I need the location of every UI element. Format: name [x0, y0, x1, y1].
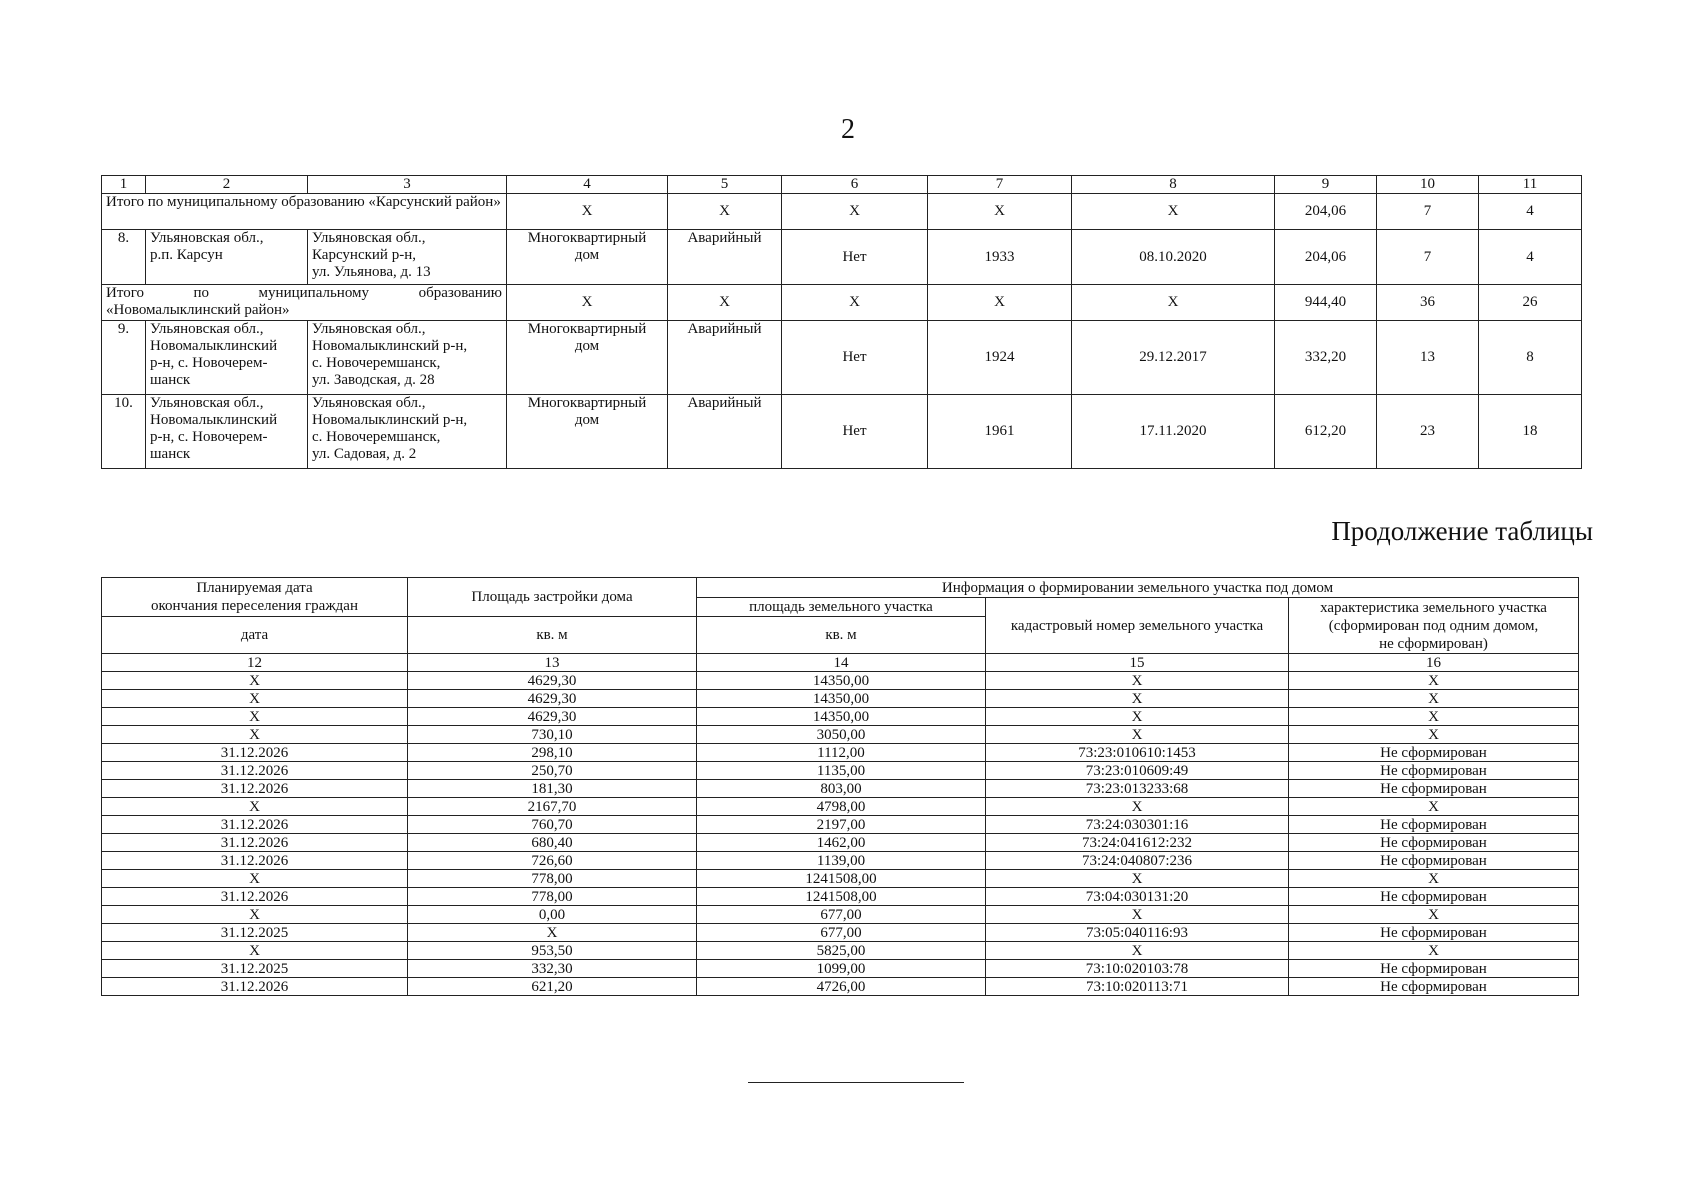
cell-line: Новомалыклинский [150, 338, 278, 354]
data-cell: 18 [1479, 395, 1582, 469]
data-cell: 1112,00 [697, 744, 986, 762]
data-cell: X [102, 690, 408, 708]
data-cell: X [102, 672, 408, 690]
column-number: 5 [668, 176, 782, 194]
data-cell: 31.12.2026 [102, 762, 408, 780]
data-cell: 1241508,00 [697, 888, 986, 906]
total-cell: X [782, 194, 928, 230]
cell-line: дом [574, 412, 600, 428]
data-cell: 1099,00 [697, 960, 986, 978]
total-cell: 7 [1377, 194, 1479, 230]
table-row [102, 672, 1579, 690]
header-building-area: Площадь застройки дома [408, 578, 697, 617]
data-cell: 73:24:041612:232 [986, 834, 1289, 852]
column-number: 15 [986, 654, 1289, 672]
data-cell: 73:10:020103:78 [986, 960, 1289, 978]
continuation-title: Продолжение таблицы [1331, 516, 1593, 546]
data-cell: X [986, 726, 1289, 744]
column-number: 11 [1479, 176, 1582, 194]
building-type-cell [507, 321, 668, 395]
cell-line: ул. Садовая, д. 2 [312, 446, 417, 462]
data-cell: 73:24:030301:16 [986, 816, 1289, 834]
cell-line: Многоквартирный [527, 321, 647, 337]
data-cell: 31.12.2026 [102, 852, 408, 870]
data-cell: 298,10 [408, 744, 697, 762]
data-cell: 73:04:030131:20 [986, 888, 1289, 906]
data-cell: 4726,00 [697, 978, 986, 996]
data-cell: 803,00 [697, 780, 986, 798]
data-cell: 4629,30 [408, 708, 697, 726]
total-cell: 4 [1479, 194, 1582, 230]
data-cell: 1139,00 [697, 852, 986, 870]
column-number: 14 [697, 654, 986, 672]
data-cell: 677,00 [697, 906, 986, 924]
column-number: 16 [1289, 654, 1579, 672]
table-row [102, 395, 1582, 469]
cell-line: Многоквартирный [527, 230, 647, 246]
cell-line: шанск [150, 372, 191, 388]
cell-line: Ульяновская обл., [150, 395, 264, 411]
data-cell: Не сформирован [1289, 852, 1579, 870]
end-rule [748, 1082, 964, 1083]
column-number: 2 [146, 176, 308, 194]
data-cell: 0,00 [408, 906, 697, 924]
data-cell: X [986, 942, 1289, 960]
data-cell: 730,10 [408, 726, 697, 744]
cell-line: шанск [150, 446, 191, 462]
data-cell: 250,70 [408, 762, 697, 780]
total-cell: 204,06 [1275, 194, 1377, 230]
table-row [102, 708, 1579, 726]
data-cell: 73:10:020113:71 [986, 978, 1289, 996]
data-cell: X [102, 798, 408, 816]
column-number: 6 [782, 176, 928, 194]
column-number: 13 [408, 654, 697, 672]
data-cell: 4629,30 [408, 690, 697, 708]
data-cell: 4 [1479, 230, 1582, 285]
table-row [102, 816, 1579, 834]
table-row [102, 870, 1579, 888]
data-cell: 1241508,00 [697, 870, 986, 888]
data-cell: Нет [782, 230, 928, 285]
total-cell: 36 [1377, 285, 1479, 321]
row-number: 9. [102, 321, 146, 395]
data-cell: Нет [782, 395, 928, 469]
total-cell: X [1072, 285, 1275, 321]
cell-line: р.п. Карсун [150, 247, 223, 263]
data-cell: 29.12.2017 [1072, 321, 1275, 395]
total-cell: X [782, 285, 928, 321]
data-cell: 332,30 [408, 960, 697, 978]
total-cell: X [668, 194, 782, 230]
cell-line: Ульяновская обл., [150, 321, 264, 337]
cell-line: Новомалыклинский р-н, [312, 338, 468, 354]
data-cell: X [986, 906, 1289, 924]
data-cell: 953,50 [408, 942, 697, 960]
row-number: 10. [102, 395, 146, 469]
status-cell: Аварийный [668, 395, 782, 469]
total-cell: X [928, 194, 1072, 230]
cell-line: Карсунский р-н, [312, 247, 416, 263]
status-cell: Аварийный [668, 321, 782, 395]
total-label: Итого по муниципальному образованию «Новомалыклинский район» [102, 285, 507, 321]
row-number: 8. [102, 230, 146, 285]
data-cell: 332,20 [1275, 321, 1377, 395]
data-cell: X [408, 924, 697, 942]
total-cell: X [1072, 194, 1275, 230]
data-cell: 680,40 [408, 834, 697, 852]
header-land-area: площадь земельного участка [697, 598, 986, 617]
settlement-cell [146, 395, 308, 469]
data-cell: 4629,30 [408, 672, 697, 690]
table-row [102, 744, 1579, 762]
cell-line: Многоквартирный [527, 395, 647, 411]
table-row [102, 780, 1579, 798]
data-cell: 17.11.2020 [1072, 395, 1275, 469]
data-cell: X [1289, 906, 1579, 924]
data-cell: 14350,00 [697, 690, 986, 708]
data-cell: 778,00 [408, 870, 697, 888]
cell-line: дом [574, 338, 600, 354]
data-cell: 31.12.2026 [102, 888, 408, 906]
header-date-unit: дата [102, 617, 408, 654]
resettlement-table-part1 [101, 175, 1582, 469]
table-row [102, 230, 1582, 285]
column-number: 7 [928, 176, 1072, 194]
total-label: Итого по муниципальному образованию «Карсунский район» [102, 194, 507, 230]
data-cell: 23 [1377, 395, 1479, 469]
data-cell: 31.12.2026 [102, 834, 408, 852]
column-number: 9 [1275, 176, 1377, 194]
data-cell: Не сформирован [1289, 744, 1579, 762]
data-cell: 677,00 [697, 924, 986, 942]
data-cell: 73:05:040116:93 [986, 924, 1289, 942]
data-cell: Нет [782, 321, 928, 395]
cell-line: Новомалыклинский р-н, [312, 412, 468, 428]
cell-line: ул. Заводская, д. 28 [312, 372, 435, 388]
table-row [102, 798, 1579, 816]
column-number: 1 [102, 176, 146, 194]
data-cell: X [102, 726, 408, 744]
data-cell: 5825,00 [697, 942, 986, 960]
data-cell: 7 [1377, 230, 1479, 285]
cell-line: Ульяновская обл., [312, 395, 426, 411]
cell-line: с. Новочеремшанск, [312, 355, 441, 371]
settlement-cell [146, 321, 308, 395]
total-cell: X [507, 194, 668, 230]
total-cell: X [928, 285, 1072, 321]
data-cell: 14350,00 [697, 672, 986, 690]
data-cell: 726,60 [408, 852, 697, 870]
data-cell: 73:23:013233:68 [986, 780, 1289, 798]
table-row [102, 942, 1579, 960]
cell-line: с. Новочеремшанск, [312, 429, 441, 445]
data-cell: Не сформирован [1289, 780, 1579, 798]
building-type-cell [507, 395, 668, 469]
data-cell: 31.12.2026 [102, 978, 408, 996]
data-cell: 1933 [928, 230, 1072, 285]
data-cell: 778,00 [408, 888, 697, 906]
data-cell: 31.12.2026 [102, 744, 408, 762]
header-land-area-unit: кв. м [697, 617, 986, 654]
data-cell: X [102, 906, 408, 924]
column-number: 3 [308, 176, 507, 194]
data-cell: 31.12.2025 [102, 960, 408, 978]
cell-line: р-н, с. Новочерем- [150, 355, 268, 371]
total-row [102, 285, 1582, 321]
data-cell: X [1289, 726, 1579, 744]
page-number: 2 [841, 114, 855, 145]
address-cell [308, 230, 507, 285]
data-cell: X [102, 708, 408, 726]
column-number: 8 [1072, 176, 1275, 194]
header-land-characteristic: характеристика земельного участка (сформирован под одним домом, не сформирован) [1289, 598, 1579, 654]
data-cell: X [986, 672, 1289, 690]
total-cell: 944,40 [1275, 285, 1377, 321]
table-row [102, 690, 1579, 708]
data-cell: 08.10.2020 [1072, 230, 1275, 285]
column-number: 10 [1377, 176, 1479, 194]
table-row [102, 726, 1579, 744]
data-cell: 612,20 [1275, 395, 1377, 469]
data-cell: X [986, 708, 1289, 726]
data-cell: X [1289, 708, 1579, 726]
header-planned-date: Планируемая дата окончания переселения граждан [102, 578, 408, 617]
data-cell: X [986, 690, 1289, 708]
data-cell: X [1289, 672, 1579, 690]
address-cell [308, 395, 507, 469]
data-cell: X [1289, 690, 1579, 708]
column-number: 4 [507, 176, 668, 194]
building-type-cell [507, 230, 668, 285]
data-cell: Не сформирован [1289, 762, 1579, 780]
header-area-unit: кв. м [408, 617, 697, 654]
cell-line: ул. Ульянова, д. 13 [312, 264, 431, 280]
table-row [102, 888, 1579, 906]
data-cell: 31.12.2026 [102, 816, 408, 834]
data-cell: 73:24:040807:236 [986, 852, 1289, 870]
data-cell: 4798,00 [697, 798, 986, 816]
data-cell: 14350,00 [697, 708, 986, 726]
data-cell: X [102, 870, 408, 888]
data-cell: 1135,00 [697, 762, 986, 780]
cell-line: Ульяновская обл., [312, 230, 426, 246]
data-cell: 1462,00 [697, 834, 986, 852]
data-cell: 31.12.2025 [102, 924, 408, 942]
data-cell: X [1289, 942, 1579, 960]
data-cell: 760,70 [408, 816, 697, 834]
table-row [102, 924, 1579, 942]
data-cell: 73:23:010610:1453 [986, 744, 1289, 762]
total-cell: X [668, 285, 782, 321]
data-cell: X [986, 798, 1289, 816]
data-cell: 13 [1377, 321, 1479, 395]
settlement-cell [146, 230, 308, 285]
data-cell: X [102, 942, 408, 960]
data-cell: 8 [1479, 321, 1582, 395]
total-row [102, 194, 1582, 230]
total-cell: X [507, 285, 668, 321]
data-cell: 181,30 [408, 780, 697, 798]
table-row [102, 852, 1579, 870]
status-cell: Аварийный [668, 230, 782, 285]
data-cell: 73:23:010609:49 [986, 762, 1289, 780]
data-cell: 2167,70 [408, 798, 697, 816]
data-cell: 204,06 [1275, 230, 1377, 285]
table-row [102, 834, 1579, 852]
header-cadastral-number: кадастровый номер земельного участка [986, 598, 1289, 654]
data-cell: Не сформирован [1289, 816, 1579, 834]
table-row [102, 762, 1579, 780]
data-cell: Не сформирован [1289, 888, 1579, 906]
data-cell: 621,20 [408, 978, 697, 996]
cell-line: дом [574, 247, 600, 263]
data-cell: X [1289, 798, 1579, 816]
data-cell: X [986, 870, 1289, 888]
data-cell: Не сформирован [1289, 924, 1579, 942]
cell-line: Ульяновская обл., [312, 321, 426, 337]
address-cell [308, 321, 507, 395]
cell-line: Новомалыклинский [150, 412, 278, 428]
data-cell: 1961 [928, 395, 1072, 469]
data-cell: X [1289, 870, 1579, 888]
resettlement-table-part2 [101, 577, 1579, 996]
data-cell: 1924 [928, 321, 1072, 395]
column-number-row [102, 176, 1582, 194]
data-cell: Не сформирован [1289, 978, 1579, 996]
data-cell: 2197,00 [697, 816, 986, 834]
cell-line: р-н, с. Новочерем- [150, 429, 268, 445]
data-cell: Не сформирован [1289, 960, 1579, 978]
cell-line: Ульяновская обл., [150, 230, 264, 246]
table-row [102, 906, 1579, 924]
header-land-info: Информация о формировании земельного участка под домом [697, 578, 1579, 598]
table-row [102, 978, 1579, 996]
data-cell: 3050,00 [697, 726, 986, 744]
data-cell: 31.12.2026 [102, 780, 408, 798]
total-cell: 26 [1479, 285, 1582, 321]
table-row [102, 960, 1579, 978]
data-cell: Не сформирован [1289, 834, 1579, 852]
table-row [102, 321, 1582, 395]
column-number: 12 [102, 654, 408, 672]
